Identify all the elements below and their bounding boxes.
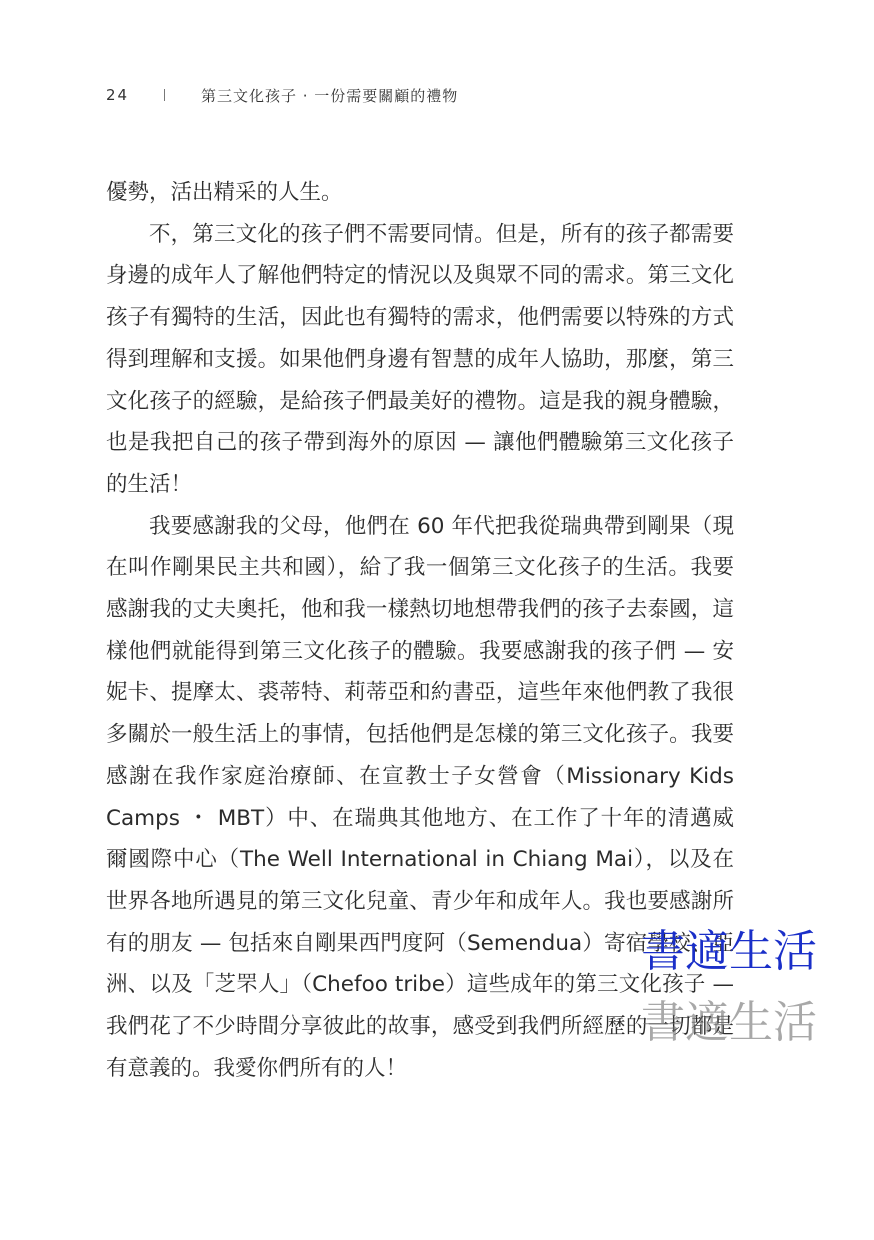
- paragraph: 優勢，活出精采的人生。: [106, 180, 343, 205]
- running-header: [106, 84, 458, 106]
- header-divider: [164, 89, 165, 101]
- body-text: [106, 172, 734, 1089]
- watermark-logo-shadow: 書適生活: [641, 997, 817, 1048]
- running-title: 第三文化孩子 · 一份需要關顧的禮物: [201, 86, 459, 105]
- paragraph: 我要感謝我的父母，他們在 60 年代把我從瑞典帶到剛果（現在叫作剛果民主共和國），給了我一個第三文化孩子的生活。我要感謝我的丈夫奧托，他和我一樣熱切地想帶我們的孩子去泰國，這樣他們就能得到第三文化孩子的體驗。我要感謝我的孩子們 — 安妮卡、提摩太、裘蒂特、莉蒂亞和約書亞，這些年來他們教了我很多關於一般生活上的事情，包括他們是怎樣的第三文化孩子。我要感謝在我作家庭治療師、在宣教士子女營會（Missionary Kids Camps ・ MBT）中、在瑞典其他地方、在工作了十年的清邁威爾國際中心（The Well International in Chiang Mai），以及在世界各地所遇見的第三文化兒童、青少年和成年人。我也要感謝所有的朋友 — 包括來自剛果西門度阿（Semendua）寄宿學校、亞洲、以及「芝罘人」（Chefoo tribe）這些成年的第三文化孩子 — 我們花了不少時間分享彼此的故事，感受到我們所經歷的一切都是有意義的。我愛你們所有的人！: [106, 513, 734, 1081]
- paragraph: 不，第三文化的孩子們不需要同情。但是，所有的孩子都需要身邊的成年人了解他們特定的情況以及與眾不同的需求。第三文化孩子有獨特的生活，因此也有獨特的需求，他們需要以特殊的方式得到理解和支援。如果他們身邊有智慧的成年人協助，那麼，第三文化孩子的經驗，是給孩子們最美好的禮物。這是我的親身體驗，也是我把自己的孩子帶到海外的原因 — 讓他們體驗第三文化孩子的生活！: [106, 221, 734, 497]
- watermark-logo: 書適生活: [641, 926, 817, 977]
- page-number: 24: [106, 86, 130, 104]
